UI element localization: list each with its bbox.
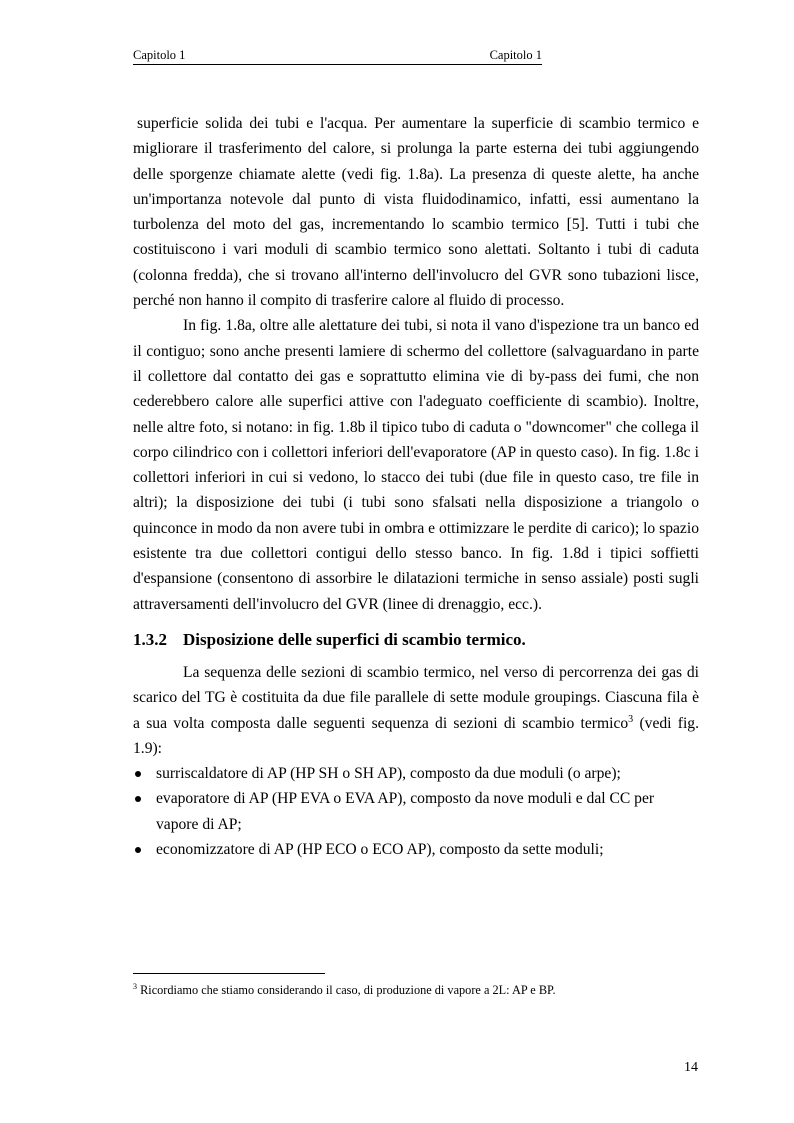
page-number: 14 xyxy=(684,1060,698,1075)
bullet-icon xyxy=(135,771,141,777)
paragraph-3-tail: (vedi fig. 1.9): xyxy=(133,714,699,757)
paragraph-1: superficie solida dei tubi e l'acqua. Per aumentare la superficie di scambio termico e migliorare il trasferimento del calore, si prolunga la parte esterna dei tubi aggiungendo delle sporgenze chiamate alette (vedi fig. 1.8a). La presenza di queste alette, ha anche un'importanza notevole dal punto di vista fluidodinamico, infatti, essi aumentano la turbolenza del moto del gas, incrementando lo scambio termico [5]. Tutti i tubi che costituiscono i vari moduli di scambio termico sono alettati. Soltanto i tubi di caduta (colonna fredda), che si trovano all'interno dell'involucro del GVR sono tubazioni lisce, perché non hanno il compito di trasferire calore al fluido di processo. xyxy=(133,115,699,310)
footnote-mark: 3 xyxy=(133,981,137,991)
list-item-text: economizzatore di AP (HP ECO o ECO AP), composto da sette moduli; xyxy=(156,841,604,859)
paragraph-3 xyxy=(133,660,699,761)
list-item-text: surriscaldatore di AP (HP SH o SH AP), composto da due moduli (o arpe); xyxy=(156,765,621,783)
footnote-ref: 3 xyxy=(628,713,634,725)
header-left: Capitolo 1 xyxy=(133,48,186,62)
section-heading xyxy=(133,627,699,652)
paragraph-3-text: La sequenza delle sezioni di scambio termico, nel verso di percorrenza dei gas di scarico del TG è costituita da due file parallele di sette module groupings. Ciascuna fila è a sua volta composta dalle seguenti sequenza di sezioni di scambio termico xyxy=(133,663,699,732)
bullet-icon xyxy=(135,847,141,853)
list-item xyxy=(133,761,699,786)
section-number: 1.3.2 xyxy=(133,629,167,649)
paragraph-2: In fig. 1.8a, oltre alle alettature dei tubi, si nota il vano d'ispezione tra un banco ed il contiguo; sono anche presenti lamiere di schermo del collettore (salvaguardano in parte il collettore dal contatto dei gas e soprattutto elimina vie di by-pass dei fumi, che non cederebbero calore alle superfici attive con l'adeguato coefficiente di scambio). Inoltre, nelle altre foto, si notano: in fig. 1.8b il tipico tubo di caduta o "downcomer" che collega il corpo cilindrico con i collettori inferiori dell'evaporatore (AP in questo caso). In fig. 1.8c i collettori inferiori in cui si vedono, lo stacco dei tubi (due file in questo caso, tre file in altri); la disposizione dei tubi (i tubi sono sfalsati nella disposizione a triangolo o quinconce in modo da non avere tubi in ombra e ottimizzare le perdite di carico); lo spazio esistente tra due collettori contigui dello stesso banco. In fig. 1.8d i tipici soffietti d'espansione (consentono di assorbire le dilatazioni termiche in senso assiale) posti sugli attraversamenti dell'involucro del GVR (linee di drenaggio, ecc.). xyxy=(133,317,699,613)
section-title: Disposizione delle superfici di scambio termico. xyxy=(183,629,526,649)
list-item xyxy=(133,837,699,862)
footnote-rule xyxy=(133,973,325,974)
header-right: Capitolo 1 xyxy=(489,48,542,62)
list-item-text: evaporatore di AP (HP EVA o EVA AP), composto da nove moduli e dal CC per vapore di AP; xyxy=(156,790,655,833)
bullet-icon xyxy=(135,796,141,802)
running-header xyxy=(133,48,542,65)
list-item xyxy=(133,786,699,837)
page-body xyxy=(133,111,699,862)
footnote xyxy=(133,982,556,998)
bullet-list xyxy=(133,761,699,862)
footnote-text: Ricordiamo che stiamo considerando il caso, di produzione di vapore a 2L: AP e BP. xyxy=(137,983,556,997)
